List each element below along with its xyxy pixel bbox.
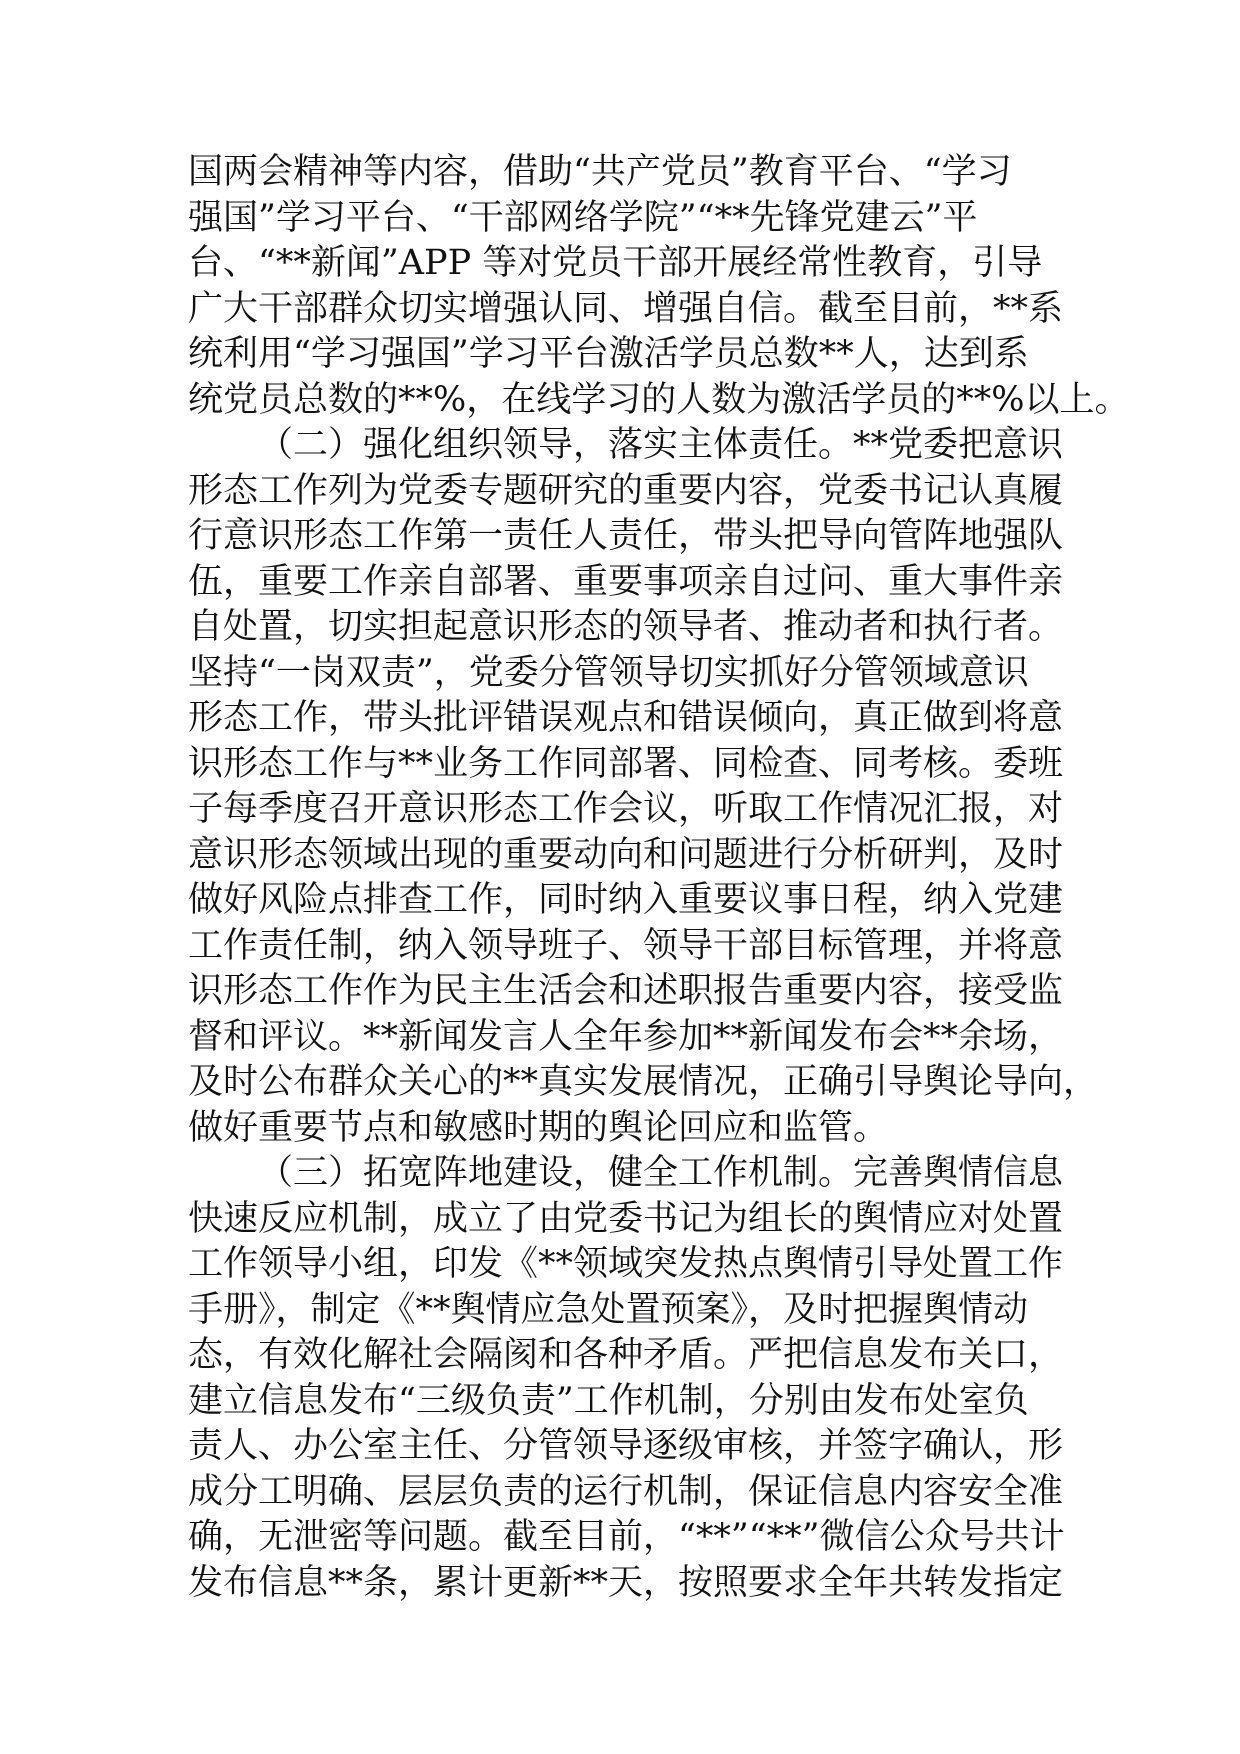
document-page [188, 150, 1130, 1606]
text-line: 广大干部群众切实增强认同、增强自信。截至目前，**系 [188, 288, 1064, 329]
text-line: 形态工作列为党委专题研究的重要内容，党委书记认真履 [188, 470, 1064, 511]
text-line: 识形态工作作为民主生活会和述职报告重要内容，接受监 [188, 971, 1064, 1011]
text-line: 快速反应机制，成立了由党委书记为组长的舆情应对处置 [188, 1198, 1064, 1239]
text-line: 强国”学习平台、“干部网络学院”“**先锋党建云”平 [188, 197, 978, 238]
text-line: 自处置，切实担起意识形态的领导者、推动者和执行者。 [188, 607, 1064, 647]
text-line: 工作责任制，纳入领导班子、领导干部目标管理，并将意 [188, 925, 1064, 966]
text-line: 工作领导小组，印发《**领域突发热点舆情引导处置工作 [188, 1244, 1064, 1284]
section-heading-line: （三）拓宽阵地建设，健全工作机制。完善舆情信息 [258, 1153, 1064, 1193]
text-line: 督和评议。**新闻发言人全年参加**新闻发布会**余场， [188, 1016, 1064, 1057]
text-line: 确，无泄密等问题。截至目前，“**”“**”微信公众号共计 [188, 1517, 1065, 1557]
text-line: 责人、办公室主任、分管领导逐级审核，并签字确认，形 [188, 1426, 1064, 1466]
section-heading-line: （二）强化组织领导，落实主体责任。**党委把意识 [258, 425, 1064, 465]
text-line: 发布信息**条，累计更新**天，按照要求全年共转发指定 [188, 1562, 1064, 1603]
text-line: 做好重要节点和敏感时期的舆论回应和监管。 [188, 1107, 889, 1148]
text-line: 建立信息发布“三级负责”工作机制，分别由发布处室负 [188, 1380, 1029, 1421]
text-line: 意识形态领域出现的重要动向和问题进行分析研判，及时 [188, 834, 1064, 875]
text-line: 坚持“一岗双责”，党委分管领导切实抓好分管领域意识 [188, 652, 1029, 693]
text-line: 统党员总数的**%，在线学习的人数为激活学员的**%以上。 [188, 379, 1130, 420]
text-line: 统利用“学习强国”学习平台激活学员总数**人，达到系 [188, 334, 1029, 374]
text-line: 子每季度召开意识形态工作会议，听取工作情况汇报，对 [188, 789, 1064, 829]
text-line: 成分工明确、层层负责的运行机制，保证信息内容安全准 [188, 1471, 1064, 1512]
text-line: 国两会精神等内容，借助“共产党员”教育平台、“学习 [188, 152, 1012, 192]
text-line: 态，有效化解社会隔阂和各种矛盾。严把信息发布关口， [188, 1335, 1064, 1375]
text-line: 伍，重要工作亲自部署、重要事项亲自过问、重大事件亲 [188, 561, 1064, 602]
text-line: 做好风险点排查工作，同时纳入重要议事日程，纳入党建 [188, 880, 1064, 920]
text-line: 形态工作，带头批评错误观点和错误倾向，真正做到将意 [188, 698, 1064, 738]
text-line: 手册》，制定《**舆情应急处置预案》，及时把握舆情动 [188, 1289, 1029, 1330]
text-line: 及时公布群众关心的**真实发展情况，正确引导舆论导向， [188, 1062, 1099, 1102]
text-line: 识形态工作与**业务工作同部署、同检查、同考核。委班 [188, 743, 1064, 784]
text-line: 台、“**新闻”APP 等对党员干部开展经常性教育，引导 [188, 243, 1043, 283]
text-line: 行意识形态工作第一责任人责任，带头把导向管阵地强队 [188, 516, 1064, 556]
